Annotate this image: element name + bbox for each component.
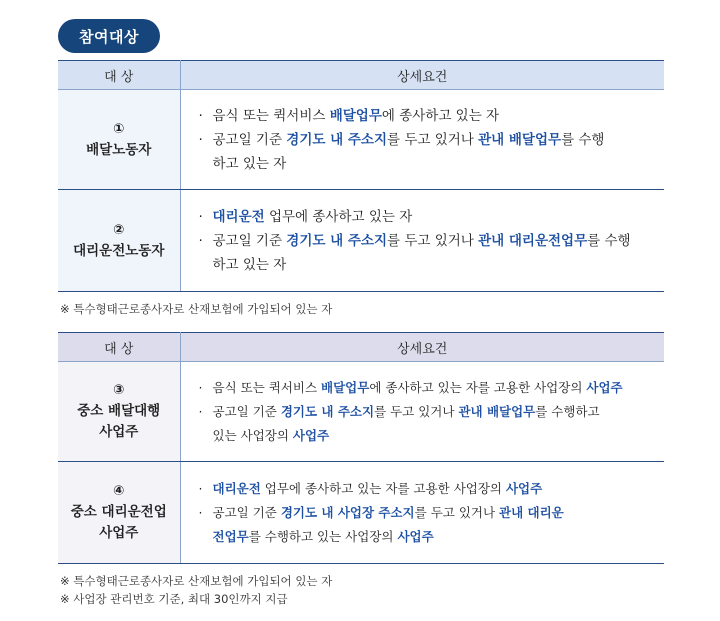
detail-cell: [180, 362, 664, 462]
highlight-text: 배달업무: [321, 379, 370, 395]
bullet-text: [213, 501, 573, 549]
bullet-text: [213, 205, 665, 229]
target-table-workers: [58, 60, 664, 292]
table-row: [58, 362, 664, 462]
subject-name: 중소 대리운전업: [70, 504, 167, 520]
bullet-item: · 음식 또는 퀵서비스 배달업무에 종사하고 있는 자를 고용한 사업장의 사업주: [199, 376, 665, 400]
highlight-text: 경기도 내 사업장 주소지: [280, 504, 415, 520]
detail-cell: [180, 90, 664, 190]
bullet-item: · 대리운전 업무에 종사하고 있는 자: [199, 205, 665, 229]
text-run: 음식 또는 퀵서비스: [212, 379, 322, 395]
target-table-employers: [58, 332, 664, 564]
table-row: [58, 462, 664, 564]
text-run: 음식 또는 퀵서비스: [212, 107, 330, 124]
subject-name: 배달노동자: [86, 141, 152, 158]
bullet-item: · 공고일 기준 경기도 내 주소지를 두고 있거나 관내 배달업무를 수행하고 있는 사업장의 사업주: [199, 400, 665, 448]
highlight-text: 관내 대리운전업무: [478, 232, 588, 249]
text-run: 를 수행하고 있는 자: [212, 131, 605, 172]
subject-cell: [58, 462, 180, 564]
subject-name: 사업주: [99, 424, 139, 440]
highlight-text: 사업주: [292, 427, 330, 443]
text-run: 공고일 기준: [212, 232, 287, 249]
subject-name: 대리운전노동자: [73, 242, 165, 259]
subject-name: 중소 배달대행: [77, 403, 161, 419]
highlight-text: 사업주: [505, 480, 543, 496]
bullet-item: · 공고일 기준 경기도 내 주소지를 두고 있거나 관내 배달업무를 수행하고 있는 자: [199, 128, 665, 176]
table-row: [58, 190, 664, 292]
bullet-text: [213, 104, 665, 128]
footnote: ※ 사업장 관리번호 기준, 최대 30인까지 지급: [60, 592, 288, 606]
highlight-text: 경기도 내 주소지: [286, 131, 387, 148]
subject-name: 사업주: [99, 525, 139, 541]
header-subject: 대 상: [58, 61, 180, 90]
text-run: 에 종사하고 있는 자: [381, 107, 500, 124]
bullet-item: · 공고일 기준 경기도 내 주소지를 두고 있거나 관내 대리운전업무를 수행하고 있는 자: [199, 229, 665, 277]
highlight-text: 경기도 내 주소지: [280, 403, 375, 419]
bullet-item: · 공고일 기준 경기도 내 사업장 주소지를 두고 있거나 관내 대리운전업무를 수행하고 있는 사업장의 사업주: [199, 501, 665, 549]
footnote: ※ 특수형태근로종사자로 산재보험에 가입되어 있는 자: [60, 302, 333, 316]
text-run: 를 두고 있거나: [386, 232, 479, 249]
highlight-text: 사업주: [397, 528, 434, 544]
bullet-item: · 대리운전 업무에 종사하고 있는 자를 고용한 사업장의 사업주: [199, 477, 665, 501]
subject-number: ④: [113, 483, 125, 499]
table-row: [58, 90, 664, 190]
text-run: 공고일 기준: [212, 504, 281, 520]
highlight-text: 관내 대리운전업무: [212, 504, 564, 544]
highlight-text: 사업주: [586, 379, 623, 395]
bullet-text: [213, 477, 665, 501]
text-run: 를 수행하고 있는 자: [212, 232, 631, 273]
header-subject: 대 상: [58, 333, 180, 362]
subject-cell: [58, 190, 180, 292]
text-run: 공고일 기준: [212, 131, 287, 148]
text-run: 를 두고 있거나: [414, 504, 500, 520]
bullet-item: · 음식 또는 퀵서비스 배달업무에 종사하고 있는 자: [199, 104, 665, 128]
bullet-text: [213, 128, 613, 176]
subject-number: ①: [113, 120, 125, 137]
highlight-text: 대리운전: [212, 208, 265, 225]
bullet-text: [213, 376, 665, 400]
header-details: 상세요건: [180, 61, 664, 90]
header-details: 상세요건: [180, 333, 664, 362]
text-run: 를 수행하고 있는 사업장의: [212, 403, 600, 443]
text-run: 공고일 기준: [212, 403, 281, 419]
detail-cell: [180, 462, 664, 564]
text-run: 에 종사하고 있는 자를 고용한 사업장의: [369, 379, 587, 395]
text-run: 를 수행하고 있는 사업장의: [248, 528, 398, 544]
highlight-text: 경기도 내 주소지: [286, 232, 387, 249]
highlight-text: 대리운전: [212, 480, 261, 496]
highlight-text: 관내 배달업무: [458, 403, 536, 419]
text-run: 업무에 종사하고 있는 자를 고용한 사업장의: [260, 480, 506, 496]
highlight-text: 관내 배달업무: [478, 131, 562, 148]
text-run: 업무에 종사하고 있는 자: [264, 208, 413, 225]
subject-cell: [58, 362, 180, 462]
detail-cell: [180, 190, 664, 292]
text-run: 를 두고 있거나: [386, 131, 479, 148]
subject-cell: [58, 90, 180, 190]
bullet-text: [213, 400, 613, 448]
footnote: ※ 특수형태근로종사자로 산재보험에 가입되어 있는 자: [60, 574, 333, 588]
bullet-text: [213, 229, 633, 277]
section-badge: 참여대상: [58, 19, 160, 53]
subject-number: ②: [113, 221, 125, 238]
text-run: 를 두고 있거나: [374, 403, 459, 419]
highlight-text: 배달업무: [329, 107, 382, 124]
subject-number: ③: [113, 382, 125, 398]
